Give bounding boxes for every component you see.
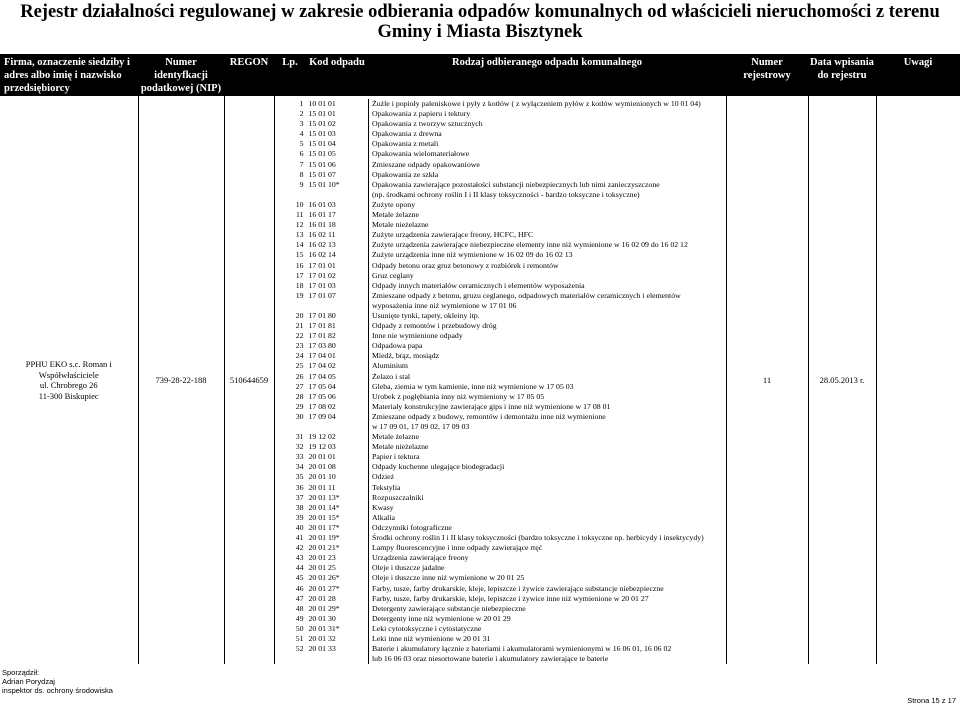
waste-row [275,200,727,210]
waste-row [275,311,727,321]
waste-row [275,372,727,382]
waste-code: 20 01 23 [307,553,369,563]
waste-row [275,442,727,452]
waste-row [275,523,727,533]
waste-description: Zmieszane odpady z betonu, gruzu ceglanego, odpadowych materiałów ceramicznych i elementów [372,290,681,300]
waste-lp: 17 [295,270,304,280]
waste-code: 17 09 04 [307,412,369,422]
waste-code: 20 01 11 [307,483,369,493]
waste-description: Materiały konstrukcyjne zawierające gips i inne niż wymienione w 17 08 01 [372,401,611,411]
waste-description: Gruz ceglany [372,270,414,280]
waste-code: 20 01 19* [307,533,369,543]
company-row [0,96,960,664]
waste-description: Zużyte urządzenia zawierające niebezpieczne elementy inne niż wymienione w 16 02 09 do 16 02 12 [372,240,688,250]
waste-lp: 30 [295,411,304,421]
waste-row [275,271,727,281]
header-row [0,54,960,96]
header-regon: REGON [224,54,274,96]
waste-code: 16 02 13 [307,240,369,250]
waste-lp: 46 [295,583,304,593]
waste-row [275,291,727,301]
header-data: Data wpisania do rejestru [808,54,876,96]
waste-code: 15 01 03 [307,129,369,139]
header-kod: Kod odpadu [306,54,368,96]
waste-code: 20 01 32 [307,634,369,644]
waste-description: lub 16 06 03 oraz niesortowane baterie i akumulatory zawierające te baterie [372,654,609,664]
waste-description: Odpady z remontów i przebudowy dróg [372,321,497,331]
waste-description: wyposażenia inne niż wymienione w 17 01 06 [372,300,517,310]
waste-description: Rozpuszczalniki [372,492,424,502]
waste-row [275,160,727,170]
waste-code: 20 01 13* [307,493,369,503]
waste-row [275,614,727,624]
waste-lp: 51 [295,633,304,643]
waste-description: Zmieszane odpady z budowy, remontów i demontażu inne niż wymienione [372,411,606,421]
waste-lp: 16 [295,260,304,270]
header-firma: Firma, oznaczenie siedziby i adres albo imię i nazwisko przedsiębiorcy [0,54,138,96]
waste-row [275,351,727,361]
waste-row [275,281,727,291]
waste-lp: 12 [295,220,304,230]
waste-code: 17 03 80 [307,341,369,351]
waste-row [275,392,727,402]
waste-code: 16 01 18 [307,220,369,230]
waste-description: Metale nieżelazne [372,442,429,452]
waste-description: Opakowania ze szkła [372,169,439,179]
waste-code: 20 01 31* [307,624,369,634]
waste-lp: 47 [295,593,304,603]
footer-line-2: Adrian Porydzaj [2,677,55,686]
waste-description: Opakowania wielomateriałowe [372,149,470,159]
waste-row [275,493,727,503]
waste-lp: 43 [295,553,304,563]
waste-lp [275,422,307,432]
regon-cell [224,96,274,664]
nip-cell [138,96,224,664]
waste-code: 10 01 01 [307,99,369,109]
waste-lp: 19 [295,290,304,300]
waste-row [275,604,727,614]
waste-code: 15 01 10* [307,180,369,190]
footer-line-3: inspektor ds. ochrony środowiska [2,686,113,695]
waste-code: 15 01 04 [307,139,369,149]
waste-code: 20 01 21* [307,543,369,553]
waste-lp: 24 [295,351,304,361]
waste-code [307,190,369,200]
waste-description: Odpady innych materiałów ceramicznych i elementów wyposażenia [372,280,585,290]
waste-description: Zużyte urządzenia zawierające freony, HCFC, HFC [372,230,534,240]
waste-description: Leki cytotoksyczne i cytostatyczne [372,623,482,633]
waste-lp: 20 [295,310,304,320]
waste-row [275,432,727,442]
waste-lp: 49 [295,613,304,623]
waste-row [275,230,727,240]
waste-description: Oleje i tłuszcze jadalne [372,563,445,573]
waste-code: 20 01 26* [307,573,369,583]
company-line-2: Współwłaściciele [38,369,99,380]
waste-row [275,483,727,493]
waste-row [275,170,727,180]
waste-description: Urobek z pogłębiania inny niż wymieniony w 17 05 05 [372,391,545,401]
waste-description: Żużle i popioły paleniskowe i pyły z kotłów ( z wyłączeniem pyłów z kotłów wymienionych w 10 01 04) [372,99,701,108]
title-line-2: Gminy i Miasta Bisztynek [377,22,583,42]
waste-description: Zużyte urządzenia inne niż wymienione w 16 02 09 do 16 02 13 [372,250,573,260]
waste-description: Alkalia [372,512,395,522]
waste-description: Baterie i akumulatory łącznie z bateriami i akumulatorami wymienionymi w 16 06 01, 16 06 02 [372,644,672,654]
waste-row [275,573,727,583]
waste-code: 20 01 33 [307,644,369,654]
waste-lp: 39 [295,512,304,522]
waste-code: 16 01 17 [307,210,369,220]
waste-description: Detergenty inne niż wymienione w 20 01 29 [372,613,511,623]
waste-lp: 45 [295,573,304,583]
waste-row [275,624,727,634]
waste-code: 17 04 01 [307,351,369,361]
waste-row [275,553,727,563]
waste-code: 16 02 11 [307,230,369,240]
waste-description: Kwasy [372,502,394,512]
waste-code: 16 02 14 [307,250,369,260]
company-line-3: ul. Chrobrego 26 [39,380,98,391]
waste-lp: 23 [295,341,304,351]
waste-code: 17 01 07 [307,291,369,301]
waste-code: 20 01 29* [307,604,369,614]
waste-code: 15 01 06 [307,160,369,170]
waste-code: 17 01 03 [307,281,369,291]
waste-code: 17 01 02 [307,271,369,281]
waste-lp: 4 [299,129,304,139]
waste-row [275,109,727,119]
waste-description: w 17 09 01, 17 09 02, 17 09 03 [372,422,470,431]
waste-row [275,250,727,260]
header-nip: Numer identyfkacji podatkowej (NIP) [138,54,224,96]
waste-lp: 11 [295,210,304,220]
waste-description: Opakowania z papieru i tektury [372,109,471,119]
waste-row [275,412,727,422]
footer-signature [2,668,113,695]
waste-lp: 21 [295,321,304,331]
waste-row [275,240,727,250]
waste-row [275,301,727,311]
waste-lp [275,654,307,664]
waste-description: Opakowania z metali [372,139,439,149]
waste-description: Opakowania zawierające pozostałości substancji niebezpiecznych lub nimi zanieczyszczone [372,179,660,189]
waste-description: Inne nie wymienione odpady [372,331,463,341]
waste-row [275,402,727,412]
waste-lp: 2 [299,109,304,119]
waste-lp: 34 [295,462,304,472]
waste-code: 20 01 17* [307,523,369,533]
numer-cell [726,96,808,664]
waste-row [275,129,727,139]
waste-description: Metale żelazne [372,432,419,442]
waste-row [275,644,727,654]
waste-code: 17 05 04 [307,382,369,392]
waste-lp: 8 [299,169,304,179]
waste-row [275,149,727,159]
waste-description: Zużyte opony [372,199,416,209]
waste-code: 20 01 10 [307,472,369,482]
waste-lp: 32 [295,442,304,452]
waste-lp: 27 [295,381,304,391]
waste-row [275,452,727,462]
waste-code: 17 01 80 [307,311,369,321]
header-uwagi: Uwagi [876,54,960,96]
waste-lp: 13 [295,230,304,240]
waste-lp: 6 [299,149,304,159]
waste-row [275,462,727,472]
waste-description: Detergenty zawierające substancje niebezpieczne [372,603,526,613]
waste-code: 20 01 15* [307,513,369,523]
waste-row [275,543,727,553]
waste-code: 17 05 06 [307,392,369,402]
waste-code: 20 01 27* [307,584,369,594]
waste-description: Środki ochrony roślin I i II klasy toksyczności (bardzo toksyczne i toksyczne np. herbicydy i insektycydy) [372,533,704,543]
waste-lp: 1 [299,99,304,108]
waste-code: 16 01 03 [307,200,369,210]
waste-description: Żelazo i stal [372,371,411,381]
waste-lp: 42 [295,543,304,553]
waste-code: 17 01 01 [307,261,369,271]
header-rodzaj: Rodzaj odbieranego odpadu komunalnego [368,54,726,96]
page-number: Strona 15 z 17 [907,696,956,705]
waste-lp: 22 [295,331,304,341]
waste-lp: 35 [295,472,304,482]
waste-code: 20 01 25 [307,563,369,573]
waste-description: Odpady betonu oraz gruz betonowy z rozbiórek i remontów [372,260,559,270]
numer-value: 11 [762,374,772,385]
waste-description: (np. środkami ochrony roślin I i II klasy toksyczności - bardzo toksyczne i toksyczne) [372,189,640,199]
waste-lp: 50 [295,623,304,633]
waste-lp: 33 [295,452,304,462]
waste-description: Odpady kuchenne ulegające biodegradacji [372,462,505,472]
waste-code: 15 01 02 [307,119,369,129]
waste-description: Metale żelazne [372,210,419,220]
company-line-4: 11-300 Biskupiec [38,390,99,401]
waste-code: 17 01 81 [307,321,369,331]
waste-code: 17 01 82 [307,331,369,341]
waste-description: Metale nieżelazne [372,220,429,230]
waste-description: Odzież [372,472,395,482]
waste-row [275,361,727,371]
waste-row [275,563,727,573]
waste-lp: 36 [295,482,304,492]
company-cell [0,96,138,664]
waste-lp [275,301,307,311]
waste-lp: 28 [295,391,304,401]
waste-code: 19 12 02 [307,432,369,442]
waste-description: Urządzenia zawierające freony [372,553,469,563]
header-numer: Numer rejestrowy [726,54,808,96]
waste-lp: 37 [295,492,304,502]
waste-lp: 40 [295,522,304,532]
title-line-1: Rejestr działalności regulowanej w zakresie odbierania odpadów komunalnych od właścicieli nieruchomości z terenu [20,2,940,22]
waste-code: 15 01 07 [307,170,369,180]
register-table [0,54,960,664]
waste-row [275,341,727,351]
waste-description: Miedź, brąz, mosiądz [372,351,440,361]
waste-description: Papier i tektura [372,452,420,462]
waste-description: Farby, tusze, farby drukarskie, kleje, lepiszcze i żywice zawierające substancje niebezpieczne [372,583,664,593]
waste-row [275,210,727,220]
waste-row [275,321,727,331]
waste-lp: 31 [295,432,304,442]
waste-row [275,422,727,432]
waste-description: Leki inne niż wymienione w 20 01 31 [372,633,491,643]
waste-row [275,584,727,594]
waste-row [275,513,727,523]
waste-row [275,382,727,392]
waste-row [275,331,727,341]
document-title [0,0,960,42]
waste-description: Aluminium [372,361,408,371]
waste-description: Farby, tusze, farby drukarskie, kleje, lepiszcze i żywice inne niż wymienione w 20 01 27 [372,593,649,603]
waste-lp: 9 [299,179,304,189]
waste-code: 20 01 30 [307,614,369,624]
waste-code: 20 01 28 [307,594,369,604]
header-lp: Lp. [274,54,306,96]
waste-row [275,180,727,190]
waste-description: Lampy fluorescencyjne i inne odpady zawierające rtęć [372,543,543,553]
waste-code: 20 01 14* [307,503,369,513]
waste-description: Opakowania z tworzyw sztucznych [372,119,483,129]
waste-lp: 26 [295,371,304,381]
waste-description: Usunięte tynki, tapety, okleiny itp. [372,310,480,320]
waste-lp: 48 [295,603,304,613]
waste-list-cell [274,96,726,664]
waste-description: Tekstylia [372,482,401,492]
waste-row [275,654,727,664]
waste-row [275,261,727,271]
waste-code: 15 01 05 [307,149,369,159]
waste-lp: 5 [299,139,304,149]
waste-lp: 29 [295,401,304,411]
waste-lp [275,190,307,200]
waste-lp: 14 [295,240,304,250]
waste-row [275,503,727,513]
waste-code: 20 01 08 [307,462,369,472]
waste-row [275,99,727,109]
waste-code [307,422,369,432]
footer-line-1: Sporządził: [2,668,40,677]
nip-value: 739-28-22-188 [155,374,207,385]
waste-lp: 3 [299,119,304,129]
waste-lp: 10 [295,199,304,209]
waste-code [307,301,369,311]
waste-lp: 52 [295,644,304,654]
waste-description: Oleje i tłuszcze inne niż wymienione w 20 01 25 [372,573,525,583]
waste-row [275,594,727,604]
regon-value: 510644659 [229,374,269,385]
waste-row [275,220,727,230]
waste-row [275,533,727,543]
waste-code: 20 01 01 [307,452,369,462]
waste-code: 17 08 02 [307,402,369,412]
uwagi-cell [876,96,960,664]
waste-row [275,190,727,200]
waste-code: 15 01 01 [307,109,369,119]
waste-row [275,634,727,644]
waste-row [275,119,727,129]
waste-lp: 7 [299,159,304,169]
waste-lp: 15 [295,250,304,260]
waste-row [275,139,727,149]
waste-code: 19 12 03 [307,442,369,452]
waste-lp: 25 [295,361,304,371]
waste-code: 17 04 05 [307,372,369,382]
waste-list [275,99,727,664]
waste-description: Opakowania z drewna [372,129,442,139]
waste-description: Gleba, ziemia w tym kamienie, inne niż wymienione w 17 05 03 [372,381,574,391]
waste-description: Odczynniki fotograficzne [372,522,452,532]
waste-description: Zmieszane odpady opakowaniowe [372,159,480,169]
data-value: 28.05.2013 r. [819,374,865,385]
waste-description: Odpadowa papa [372,341,423,351]
waste-lp: 44 [295,563,304,573]
waste-code: 17 04 02 [307,361,369,371]
waste-lp: 18 [295,280,304,290]
waste-row [275,472,727,482]
waste-lp: 41 [295,533,304,543]
data-cell [808,96,876,664]
waste-lp: 38 [295,502,304,512]
waste-code [307,654,369,664]
company-line-1: PPHU EKO s.c. Roman i [25,359,112,370]
